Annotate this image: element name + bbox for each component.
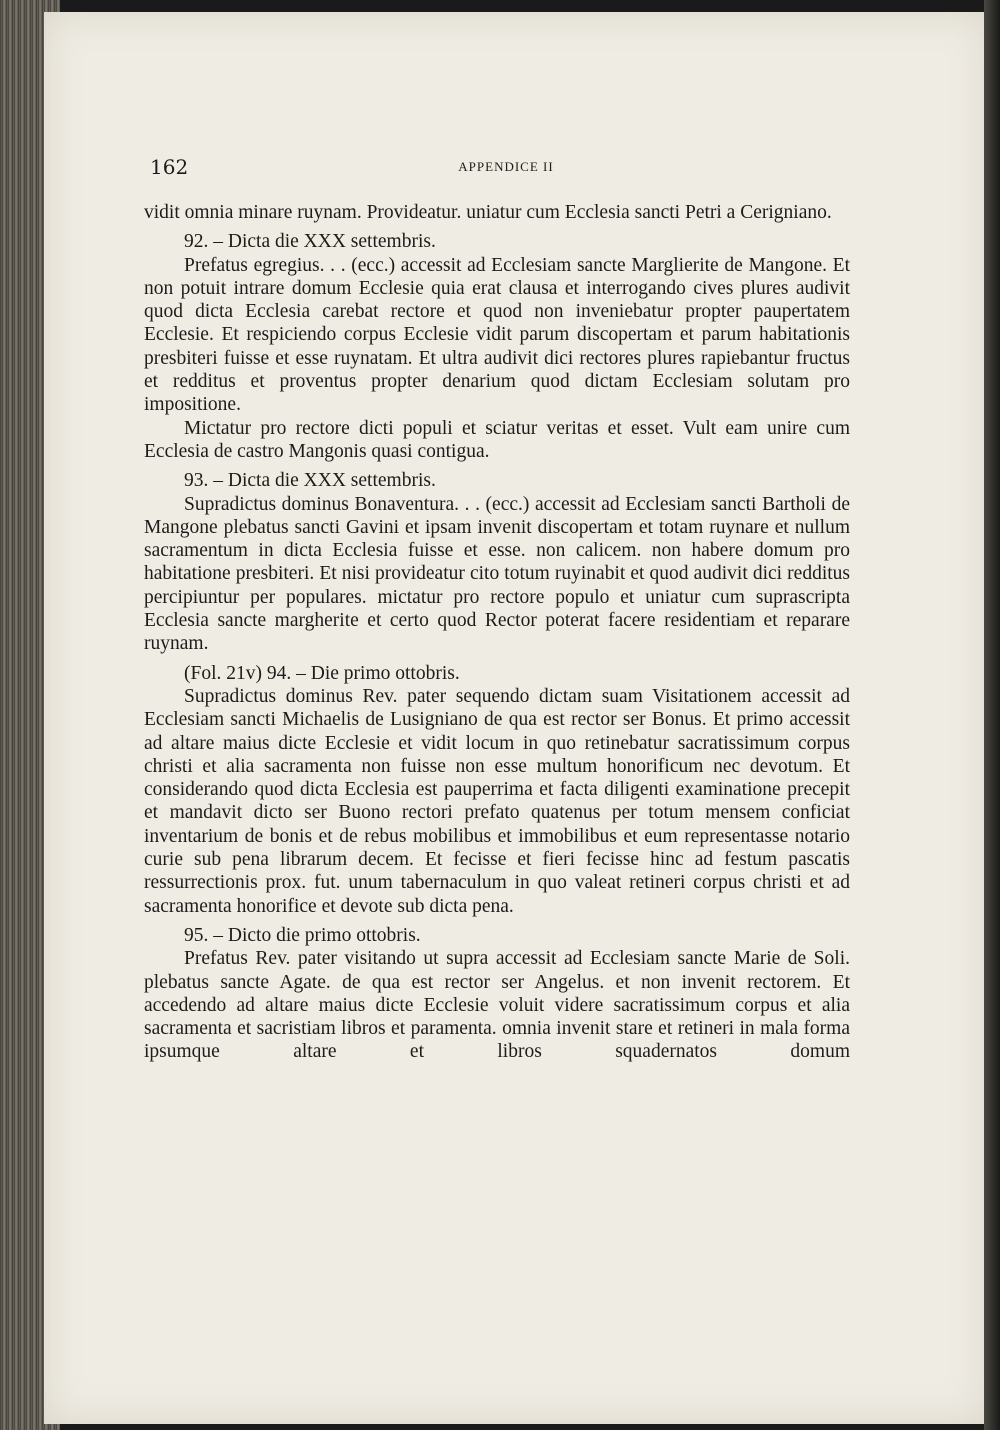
- entry-heading: 92. – Dicta die XXX settembris.: [184, 231, 436, 253]
- paragraph: Prefatus Rev. pater visitando ut supra accessit ad Ecclesiam sancte Marie de Soli. plebatus sancte Agate. de qua est rector ser Angelus. et non invenit rectorem. Et accedendo ad altare maius dicte Ecclesie voluit videre sacratissimum corpus et alia sacramenta et sacristiam libros et paramenta. omnia invenit stare et retineri in mala forma ipsumque altare et libros squadernatos domum: [144, 948, 850, 1063]
- paragraph: Supradictus dominus Bonaventura. . . (ecc.) accessit ad Ecclesiam sancti Bartholi de Mangone plebatus sancti Gavini et ipsam invenit discopertam et totam ruynare et nullum sacramentum in dicta Ecclesia fuisse et esse. non calicem. non habere domum pro habitatione presbiteri. Et nisi provideatur cito totum ruyinabit et quod audivit dici redditus percipiuntur per populares. mictatur pro rectore populo et uniatur cum suprascripta Ecclesia sancte margherite et certo quod Rector poterat facere residentiam et reparare ruynam.: [144, 493, 850, 655]
- page-number: 162: [150, 155, 189, 179]
- paragraph: vidit omnia minare ruynam. Provideatur. uniatur cum Ecclesia sancti Petri a Cerigniano.: [144, 202, 832, 223]
- entry-heading: (Fol. 21v) 94. – Die primo ottobris.: [184, 662, 460, 684]
- running-head: APPENDICE II: [458, 159, 554, 174]
- paragraph: Prefatus egregius. . . (ecc.) accessit ad Ecclesiam sancte Marglierite de Mangone. Et non potuit intrare domum Ecclesie quia erat clausa et interrogando cives plures audivit quod dicta Ecclesia carebat rectore et quod non inveniebatur propter paupertatem Ecclesie. Et respiciendo corpus Ecclesie vidit parum discopertam et parum habitationis presbiteri fuisse et esse ruynatam. Et ultra audivit dici rectores plures rapiebantur fructus et redditus et proventus propter denarium quod dictam Ecclesiam solutam pro impositione.: [144, 254, 850, 416]
- entry-heading: 93. – Dicta die XXX settembris.: [184, 470, 436, 492]
- entry-heading: 95. – Dicto die primo ottobris.: [184, 924, 421, 946]
- body-text: [144, 201, 850, 1064]
- book-right-edge: [984, 0, 1000, 1430]
- page-header: [150, 150, 862, 180]
- paragraph: Supradictus dominus Rev. pater sequendo dictam suam Visitationem accessit ad Ecclesiam sancti Michaelis de Lusigniano de qua est rector ser Bonus. Et primo accessit ad altare maius dicte Ecclesie et vidit locum in quo retinebatur sacratissimum corpus christi et alia sacramenta non fuisse non esse multum honorificum nec devotum. Et considerando quod dicta Ecclesia est pauperrima et facta diligenti examinatione precepit et mandavit dicto ser Buono rectori prefato quatenus per totum mensem conficiat inventarium de bonis et de rebus mobilibus et immobilibus et eum representasse notario curie sub pena librarum decem. Et fecisse et fieri fecisse hinc ad festum pascatis ressurrectionis prox. fut. unum tabernaculum in quo valeat retineri corpus christi et ad sacramenta honorifice et devote sub dicta pena.: [144, 685, 850, 917]
- paragraph: Mictatur pro rectore dicti populi et sciatur veritas et esset. Vult eam unire cum Ecclesia de castro Mangonis quasi contigua.: [144, 417, 850, 462]
